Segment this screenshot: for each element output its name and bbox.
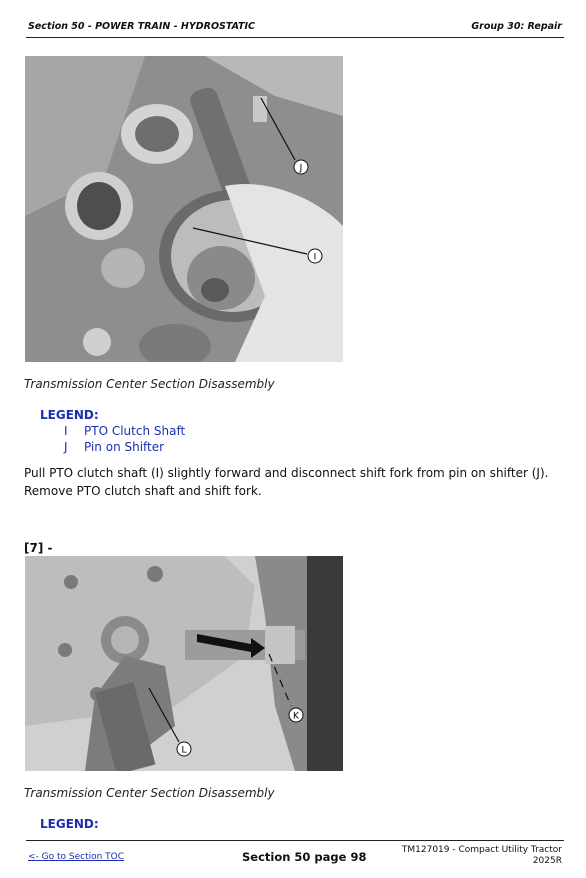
toc-link[interactable]: <- Go to Section TOC [28, 852, 125, 862]
legend-1-item [64, 424, 185, 438]
legend-1-item [64, 440, 164, 454]
figure-2-photo [25, 556, 343, 771]
legend-key: J [64, 440, 68, 454]
page-number: Section 50 page 98 [242, 850, 367, 864]
callout-j: J [299, 163, 303, 174]
section-title: Section 50 - POWER TRAIN - HYDROSTATIC [28, 21, 256, 32]
document-title: TM127019 - Compact Utility Tractor [401, 845, 562, 855]
callout-l: L [181, 745, 187, 756]
callout-k: K [293, 711, 299, 722]
instruction-line-1: Pull PTO clutch shaft (I) slightly forward and disconnect shift fork from pin on shifter (J). [24, 466, 549, 480]
group-title: Group 30: Repair [471, 21, 562, 32]
legend-key: I [64, 424, 68, 438]
legend-2-title: LEGEND: [40, 817, 99, 831]
legend-1-title: LEGEND: [40, 408, 99, 422]
legend-label: PTO Clutch Shaft [84, 424, 186, 438]
callout-i: I [313, 252, 317, 263]
legend-label: Pin on Shifter [84, 440, 165, 454]
figure-2-caption: Transmission Center Section Disassembly [24, 786, 275, 800]
figure-1-caption: Transmission Center Section Disassembly [24, 377, 275, 391]
figure-1-photo [25, 56, 343, 362]
document-model: 2025R [532, 856, 562, 866]
instruction-line-2: Remove PTO clutch shaft and shift fork. [24, 484, 262, 498]
page-footer [26, 840, 564, 877]
step-number: [7] - [24, 541, 53, 555]
document-id [402, 845, 562, 867]
page-header [26, 19, 564, 38]
